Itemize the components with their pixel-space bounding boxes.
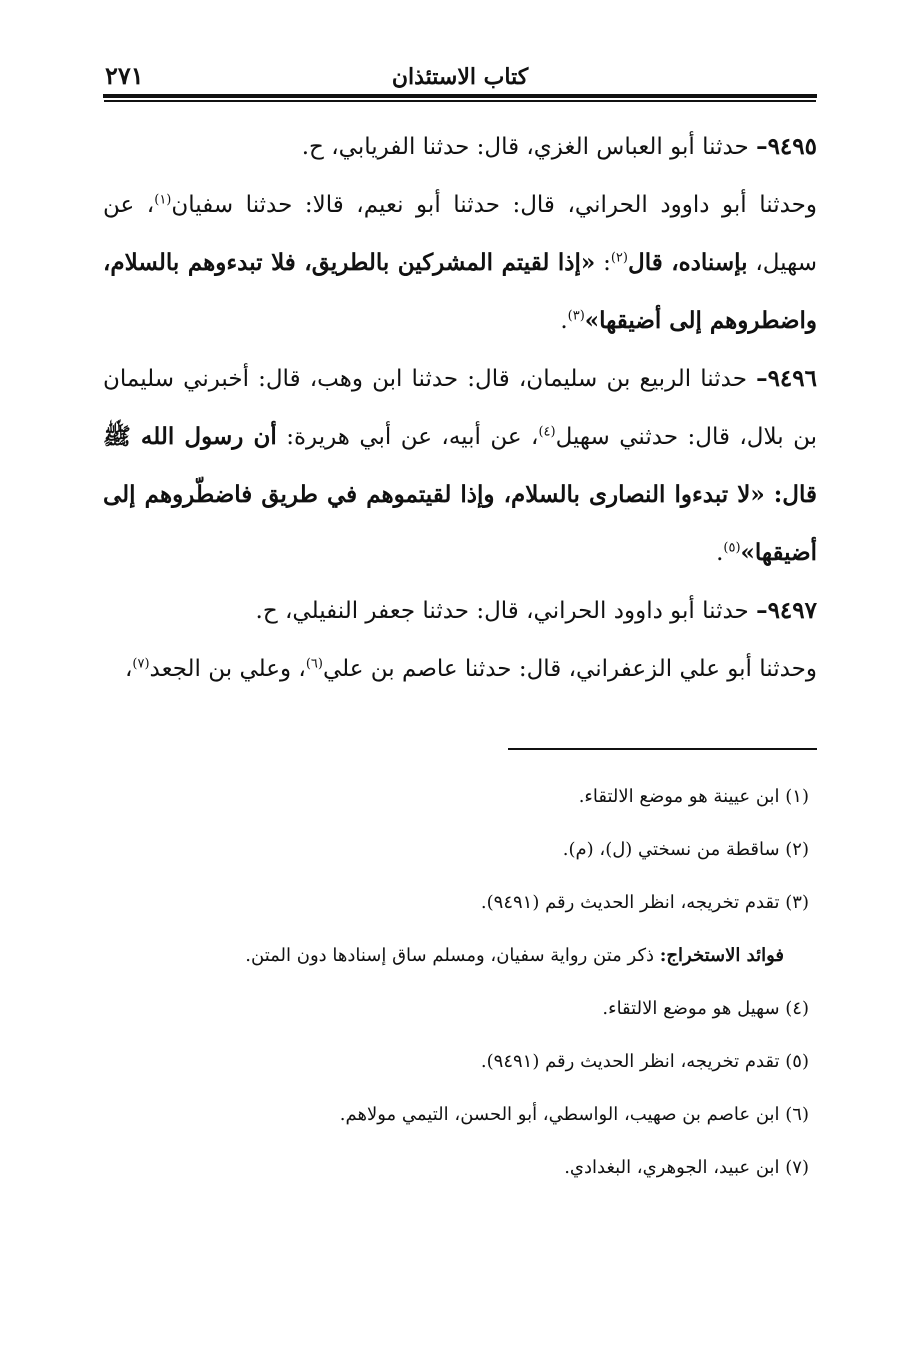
footnote-3: (٣) تقدم تخريجه، انظر الحديث رقم (٩٤٩١).	[480, 892, 809, 913]
footnote-5: (٥) تقدم تخريجه، انظر الحديث رقم (٩٤٩١).	[480, 1051, 809, 1072]
footnote-4: (٤) سهيل هو موضع الالتقاء.	[602, 998, 809, 1019]
footnote-2: (٢) ساقطة من نسختي (ل)، (م).	[562, 839, 809, 860]
hadith-number: ٩٤٩٥–	[756, 133, 817, 160]
fawaid-note	[103, 929, 809, 982]
text: ، عن أبيه، عن أبي هريرة:	[276, 424, 539, 450]
text: .	[716, 540, 724, 566]
text: حدثنا الربيع بن سليمان، قال: حدثنا ابن وهب، قال: أخبرني سليمان بن بلال، قال: حدثني سهيل	[103, 366, 817, 450]
page-number: ٢٧١	[105, 61, 144, 90]
text: حدثنا أبو العباس الغزي، قال: حدثنا الفريابي، ح.	[301, 134, 757, 160]
hadith-9495	[103, 118, 817, 176]
hadith-quote: «إذا لقيتم المشركين بالطريق، فلا تبدءوهم بالسلام، واضطروهم إلى أضيقها»	[103, 249, 817, 334]
hadith-9495-continuation	[103, 176, 817, 350]
footnote-6: (٦) ابن عاصم بن صهيب، الواسطي، أبو الحسن، التيمي مولاهم.	[339, 1104, 809, 1125]
bold-text: بإسناده، قال	[627, 249, 748, 276]
text: ،	[146, 192, 155, 218]
chapter-title: كتاب الاستئذان	[391, 64, 529, 90]
text: عن سهيل،	[103, 192, 817, 276]
hadith-number: ٩٤٩٦–	[756, 365, 817, 392]
hadith-9497	[103, 582, 817, 640]
hadith-number: ٩٤٩٧–	[756, 597, 817, 624]
footnote-1: (١) ابن عيينة هو موضع الالتقاء.	[578, 786, 809, 807]
footnote-ref[interactable]: (٧)	[132, 656, 150, 672]
hadith-quote: أن رسول الله ﷺ قال: «لا تبدءوا النصارى بالسلام، وإذا لقيتموهم في طريق فاضطّروهم إلى أضيقها»	[103, 423, 817, 566]
fawaid-text: ذكر متن رواية سفيان، ومسلم ساق إسنادها دون المتن.	[245, 945, 660, 966]
footnote-ref[interactable]: (٦)	[305, 656, 323, 672]
running-header	[103, 52, 817, 98]
text: ،	[124, 656, 133, 682]
footnote-ref[interactable]: (١)	[154, 192, 172, 208]
text: .	[560, 308, 568, 334]
text: :	[595, 250, 611, 276]
footnote-7: (٧) ابن عبيد، الجوهري، البغدادي.	[564, 1157, 809, 1178]
main-text	[103, 118, 817, 698]
text: وحدثنا أبو داوود الحراني، قال: حدثنا أبو نعيم، قالا: حدثنا سفيان	[171, 192, 817, 218]
footnote-ref[interactable]: (٥)	[723, 540, 741, 556]
hadith-9497-continuation	[103, 640, 817, 698]
fawaid-label: فوائد الاستخراج:	[659, 945, 784, 966]
hadith-9496	[103, 350, 817, 582]
text: وحدثنا أبو علي الزعفراني، قال: حدثنا عاصم بن علي	[322, 656, 817, 682]
footnote-ref[interactable]: (٤)	[538, 424, 556, 440]
footnote-ref[interactable]: (٣)	[567, 308, 585, 324]
text: حدثنا أبو داوود الحراني، قال: حدثنا جعفر النفيلي، ح.	[255, 598, 757, 624]
footnotes	[103, 770, 809, 1194]
footnote-separator	[508, 748, 817, 750]
footnote-ref[interactable]: (٢)	[610, 250, 628, 266]
text: ، وعلي بن الجعد	[149, 656, 306, 682]
